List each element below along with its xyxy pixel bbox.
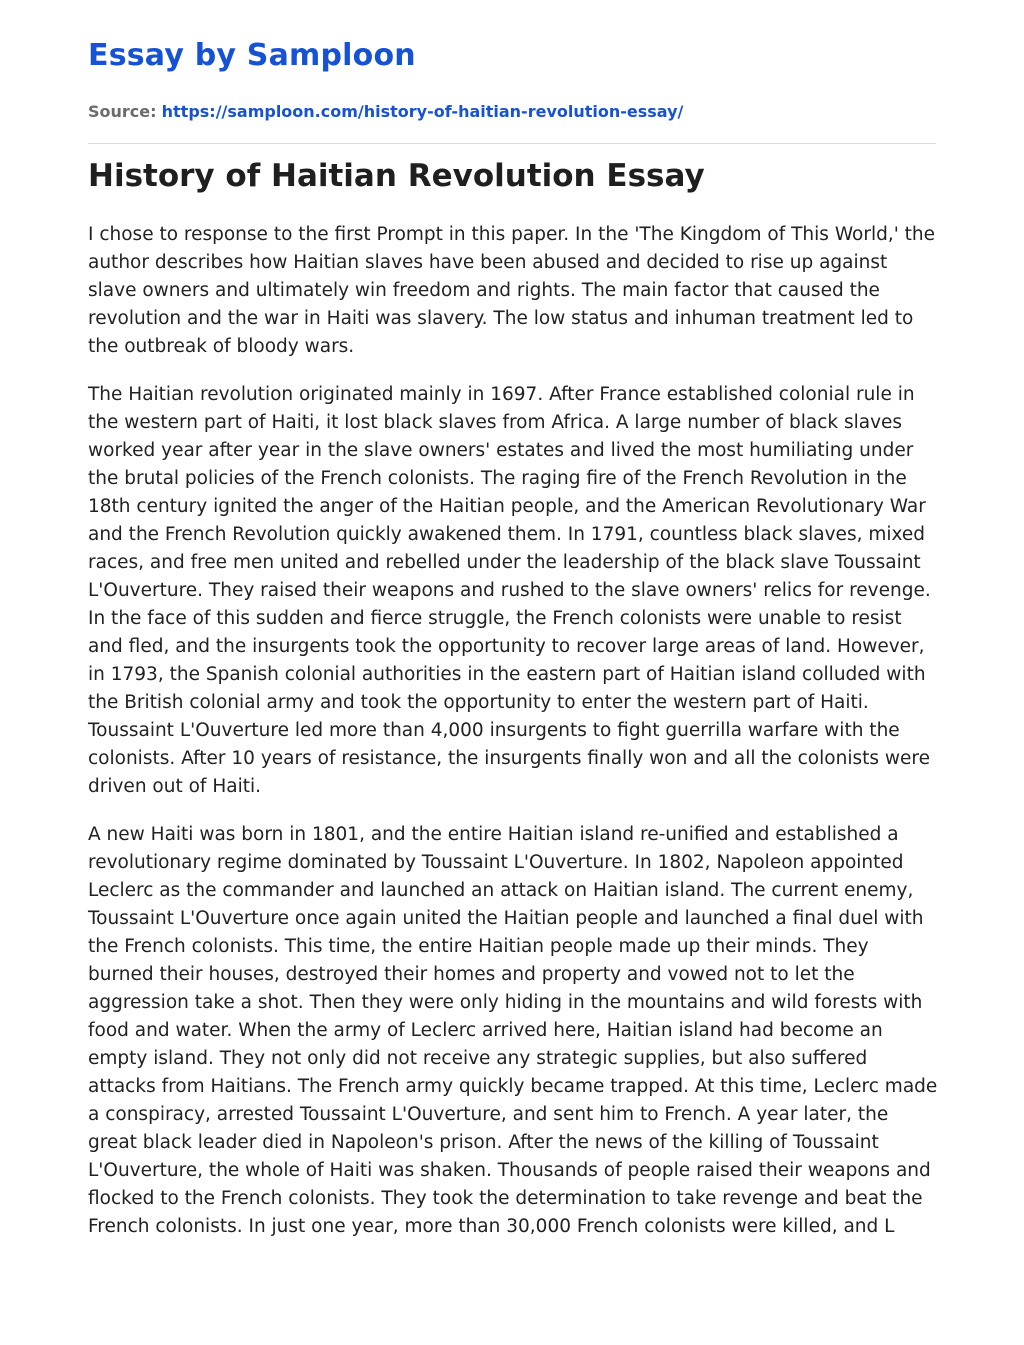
- source-label: Source:: [88, 102, 157, 121]
- source-link[interactable]: https://samploon.com/history-of-haitian-revolution-essay/: [161, 102, 684, 121]
- source-line: [88, 100, 683, 124]
- essay-body: [88, 221, 940, 1261]
- site-brand: Essay by Samploon: [88, 38, 416, 73]
- essay-paragraph: The Haitian revolution originated mainly in 1697. After France established colonial rule in the western part of Haiti, it lost black slaves from Africa. A large number of black slaves worked year after year in the slave owners' estates and lived the most humiliating under the brutal policies of the French colonists. The raging fire of the French Revolution in the 18th century ignited the anger of the Haitian people, and the American Revolutionary War and the French Revolution quickly awakened them. In 1791, countless black slaves, mixed races, and free men united and rebelled under the leadership of the black slave Toussaint L'Ouverture. They raised their weapons and rushed to the slave owners' relics for revenge. In the face of this sudden and fierce struggle, the French colonists were unable to resist and fled, and the insurgents took the opportunity to recover large areas of land. However, in 1793, the Spanish colonial authorities in the eastern part of Haitian island colluded with the British colonial army and took the opportunity to enter the western part of Haiti. Toussaint L'Ouverture led more than 4,000 insurgents to fight guerrilla warfare with the colonists. After 10 years of resistance, the insurgents finally won and all the colonists were driven out of Haiti.: [88, 384, 931, 797]
- header-divider: [88, 143, 936, 144]
- essay-paragraph: A new Haiti was born in 1801, and the entire Haitian island re-unified and established a revolutionary regime dominated by Toussaint L'Ouverture. In 1802, Napoleon appointed Leclerc as the commander and launched an attack on Haitian island. The current enemy, Toussaint L'Ouverture once again united the Haitian people and launched a final duel with the French colonists. This time, the entire Haitian people made up their minds. They burned their houses, destroyed their homes and property and vowed not to let the aggression take a shot. Then they were only hiding in the mountains and wild forests with food and water. When the army of Leclerc arrived here, Haitian island had become an empty island. They not only did not receive any strategic supplies, but also suffered attacks from Haitians. The French army quickly became trapped. At this time, Leclerc made a conspiracy, arrested Toussaint L'Ouverture, and sent him to French. A year later, the great black leader died in Napoleon's prison. After the news of the killing of Toussaint L'Ouverture, the whole of Haiti was shaken. Thousands of people raised their weapons and flocked to the French colonists. They took the determination to take revenge and beat the French colonists. In just one year, more than 30,000 French colonists were killed, and L: [88, 824, 938, 1237]
- essay-title: History of Haitian Revolution Essay: [88, 158, 705, 194]
- essay-paragraph: I chose to response to the first Prompt in this paper. In the 'The Kingdom of This World,' the author describes how Haitian slaves have been abused and decided to rise up against slave owners and ultimately win freedom and rights. The main factor that caused the revolution and the war in Haiti was slavery. The low status and inhuman treatment led to the outbreak of bloody wars.: [88, 224, 936, 357]
